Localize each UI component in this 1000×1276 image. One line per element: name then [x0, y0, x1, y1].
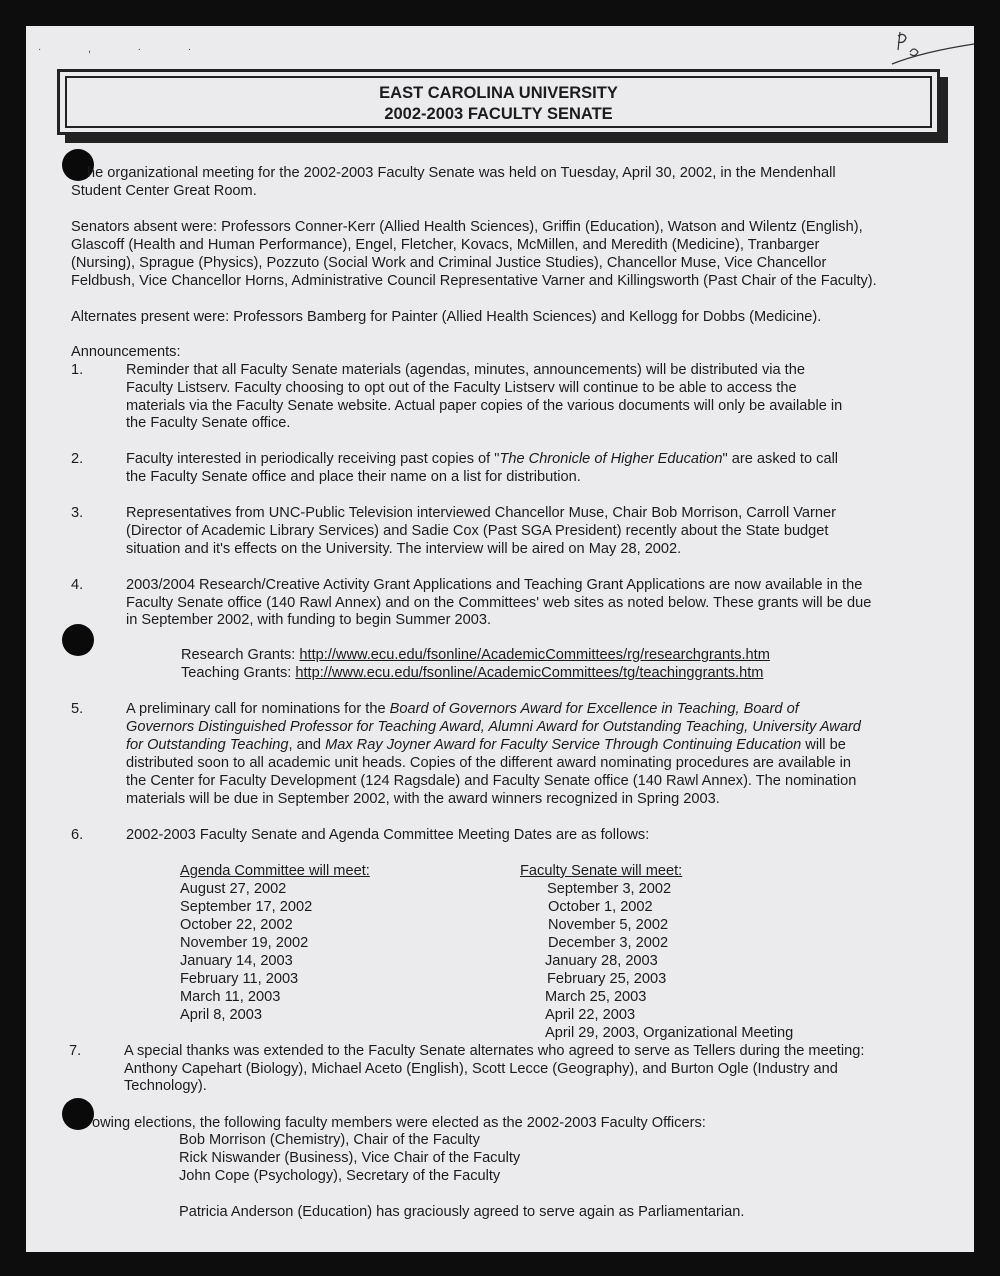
page-title: EAST CAROLINA UNIVERSITY [379, 84, 618, 102]
item-line: the Faculty Senate office. [126, 415, 291, 431]
item-line: Faculty Listserv. Faculty choosing to opt out of the Faculty Listserv will continue to be able to access the [126, 380, 797, 396]
item-text: will be [801, 737, 846, 753]
item-line [126, 700, 799, 718]
research-grants-label: Research Grants: [181, 647, 300, 663]
item-number: 3. [71, 505, 84, 521]
item-line: materials via the Faculty Senate website. Actual paper copies of the various documents will only be available in [126, 398, 843, 414]
item-number: 5. [71, 701, 84, 717]
item-line: situation and it's effects on the University. The interview will be aired on May 28, 2002. [126, 541, 682, 557]
award-name: for Outstanding Teaching [126, 737, 289, 753]
item-text: A preliminary call for nominations for the [126, 701, 390, 717]
item-text: , and [288, 737, 326, 753]
title-box [57, 69, 940, 135]
item-line: materials will be due in September 2002, with the award winners recognized in Spring 2003. [126, 791, 720, 807]
officer-line: Rick Niswander (Business), Vice Chair of the Faculty [179, 1150, 521, 1166]
agenda-date: October 22, 2002 [180, 917, 293, 933]
absent-line: Glascoff (Health and Human Performance), Engel, Fletcher, Kovacs, McMillen, and Meredith (Medicine), Tranbarger [71, 237, 820, 253]
teaching-grants-link[interactable]: http://www.ecu.edu/fsonline/AcademicCommittees/tg/teachinggrants.htm [295, 665, 764, 681]
agenda-date: February 11, 2003 [180, 971, 299, 987]
senate-date: December 3, 2002 [548, 935, 669, 951]
item-line: Representatives from UNC-Public Television interviewed Chancellor Muse, Chair Bob Morrison, Carroll Varner [126, 505, 836, 521]
item-line: Reminder that all Faculty Senate materials (agendas, minutes, announcements) will be distributed via the [126, 362, 805, 378]
announcements-heading: Announcements: [71, 344, 181, 360]
item-line: A special thanks was extended to the Faculty Senate alternates who agreed to serve as Tellers during the meeting: [124, 1043, 865, 1059]
page-subtitle: 2002-2003 FACULTY SENATE [384, 105, 613, 123]
handwritten-annotation [880, 28, 980, 73]
senate-date: March 25, 2003 [545, 989, 647, 1005]
award-name: Max Ray Joyner Award for Faculty Service Through Continuing Education [325, 737, 802, 753]
elections-intro: owing elections, the following faculty members were elected as the 2002-2003 Faculty Officers: [92, 1115, 706, 1131]
faculty-senate-heading: Faculty Senate will meet: [520, 863, 683, 879]
item-number: 7. [69, 1043, 82, 1059]
item-line: the Center for Faculty Development (124 Ragsdale) and Faculty Senate office (140 Rawl Annex). The nomination [126, 773, 857, 789]
agenda-date: March 11, 2003 [180, 989, 281, 1005]
absent-line: Feldbush, Vice Chancellor Horns, Administrative Council Representative Varner and Killingsworth (Past Chair of the Faculty). [71, 273, 877, 289]
item-line: 2003/2004 Research/Creative Activity Grant Applications and Teaching Grant Applications are now available in the [126, 577, 863, 593]
senate-date: February 25, 2003 [547, 971, 667, 987]
parliamentarian-line: Patricia Anderson (Education) has graciously agreed to serve again as Parliamentarian. [179, 1204, 745, 1220]
teaching-grants-label: Teaching Grants: [181, 665, 296, 681]
item-line: Technology). [124, 1078, 207, 1094]
research-grants-line [181, 646, 770, 664]
absent-line: (Nursing), Sprague (Physics), Pozzuto (Social Work and Criminal Justice Studies), Chancellor Muse, Vice Chancellor [71, 255, 827, 271]
award-name: Board of Governors Award for Excellence in Teaching, Board of [389, 701, 799, 717]
punch-hole [62, 624, 94, 656]
research-grants-link[interactable]: http://www.ecu.edu/fsonline/AcademicCommittees/rg/researchgrants.htm [299, 647, 770, 663]
item-text: " are asked to call [722, 451, 839, 467]
item-line: 2002-2003 Faculty Senate and Agenda Committee Meeting Dates are as follows: [126, 827, 650, 843]
item-line: distributed soon to all academic unit heads. Copies of the different award nominating procedures are available in [126, 755, 851, 771]
item-line: Anthony Capehart (Biology), Michael Aceto (English), Scott Lecce (Geography), and Burton Ogle (Industry and [124, 1061, 838, 1077]
agenda-date: April 8, 2003 [180, 1007, 262, 1023]
item-line: Faculty Senate office (140 Rawl Annex) and on the Committees' web sites as noted below. These grants will be due [126, 595, 872, 611]
senate-date: September 3, 2002 [547, 881, 672, 897]
intro-line: he organizational meeting for the 2002-2003 Faculty Senate was held on Tuesday, April 30, 2002, in the Mendenhall [87, 165, 836, 181]
alternates-line: Alternates present were: Professors Bamberg for Painter (Allied Health Sciences) and Kellogg for Dobbs (Medicine). [71, 309, 822, 325]
senate-date: April 29, 2003, Organizational Meeting [545, 1025, 794, 1041]
officer-line: Bob Morrison (Chemistry), Chair of the Faculty [179, 1132, 480, 1148]
absent-line: Senators absent were: Professors Conner-Kerr (Allied Health Sciences), Griffin (Education), Watson and Wilentz (English), [71, 219, 863, 235]
intro-line: Student Center Great Room. [71, 183, 257, 199]
agenda-date: November 19, 2002 [180, 935, 309, 951]
agenda-committee-heading: Agenda Committee will meet: [180, 863, 370, 879]
item-number: 4. [71, 577, 84, 593]
senate-date: April 22, 2003 [545, 1007, 636, 1023]
officer-line: John Cope (Psychology), Secretary of the Faculty [179, 1168, 501, 1184]
item-line [126, 450, 838, 468]
item-line [126, 736, 846, 754]
item-text: Faculty interested in periodically receiving past copies of " [126, 451, 500, 467]
stray-marks: · , · · [38, 44, 214, 55]
item-line: (Director of Academic Library Services) and Sadie Cox (Past SGA President) recently about the State budget [126, 523, 829, 539]
agenda-date: August 27, 2002 [180, 881, 287, 897]
senate-date: January 28, 2003 [545, 953, 658, 969]
publication-title: The Chronicle of Higher Education [499, 451, 723, 467]
agenda-date: September 17, 2002 [180, 899, 313, 915]
item-number: 1. [71, 362, 84, 378]
item-number: 6. [71, 827, 84, 843]
punch-hole [62, 1098, 94, 1130]
item-line: the Faculty Senate office and place their name on a list for distribution. [126, 469, 581, 485]
agenda-date: January 14, 2003 [180, 953, 293, 969]
teaching-grants-line [181, 664, 763, 682]
item-number: 2. [71, 451, 84, 467]
award-name: Governors Distinguished Professor for Teaching Award, Alumni Award for Outstanding Teaching, University Award [126, 719, 861, 735]
item-line: in September 2002, with funding to begin Summer 2003. [126, 612, 492, 628]
senate-date: November 5, 2002 [548, 917, 669, 933]
senate-date: October 1, 2002 [548, 899, 653, 915]
